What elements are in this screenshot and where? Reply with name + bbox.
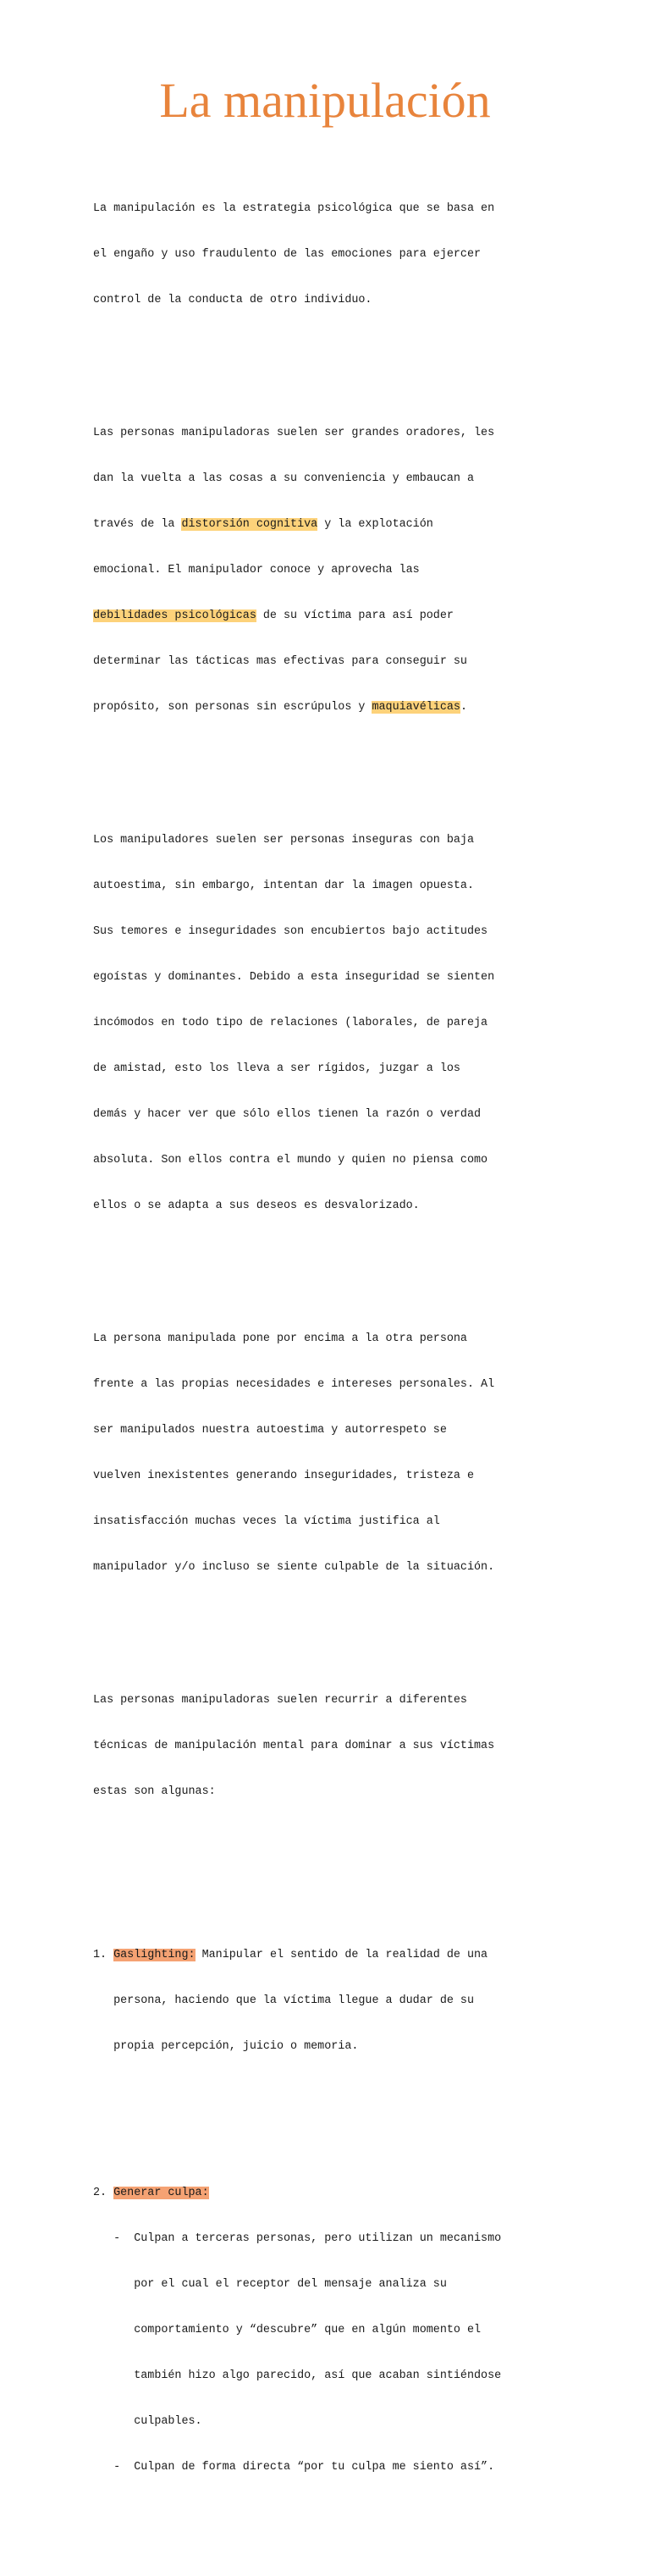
text-line: insatisfacción muchas veces la víctima justifica al (93, 1515, 440, 1528)
text-line (93, 517, 567, 532)
highlight-debilidades-psicologicas: debilidades psicológicas (93, 610, 256, 622)
text-line: vuelven inexistentes generando inseguridades, tristeza e (93, 1470, 474, 1482)
text-line: control de la conducta de otro individuo. (93, 294, 372, 306)
text-line: emocional. El manipulador conoce y aprovecha las (93, 564, 420, 576)
text-line: egoístas y dominantes. Debido a esta inseguridad se sienten (93, 971, 495, 984)
text-span: de su víctima para así poder (256, 610, 454, 622)
text-span: . (460, 701, 467, 714)
text-line: también hizo algo parecido, así que acaban sintiéndose (93, 2369, 502, 2382)
page-title: La manipulación (159, 73, 491, 128)
text-line: Sus temores e inseguridades son encubiertos bajo actitudes (93, 925, 488, 938)
text-line: - Culpan a terceras personas, pero utilizan un mecanismo (93, 2232, 502, 2245)
text-line: estas son algunas: (93, 1785, 216, 1798)
text-line: incómodos en todo tipo de relaciones (laborales, de pareja (93, 1017, 488, 1029)
text-line: Las personas manipuladoras suelen ser grandes oradores, les (93, 427, 495, 439)
document-body (93, 141, 567, 2576)
text-line: Las personas manipuladoras suelen recurrir a diferentes (93, 1694, 467, 1707)
text-line: ser manipulados nuestra autoestima y autorrespeto se (93, 1424, 447, 1437)
text-line: ellos o se adapta a sus deseos es desvalorizado. (93, 1200, 420, 1212)
paragraph-definition (93, 171, 567, 339)
highlight-distorsion-cognitiva: distorsión cognitiva (181, 518, 318, 531)
text-line: La manipulación es la estrategia psicológica que se basa en (93, 202, 495, 215)
list-item-gaslighting (93, 1917, 567, 2085)
list-number: 2. (93, 2187, 114, 2199)
text-span: y la explotación (317, 518, 433, 531)
techniques-list (93, 1887, 567, 2546)
paragraph-victim (93, 1301, 567, 1606)
text-line: dan la vuelta a las cosas a su conveniencia y embaucan a (93, 472, 474, 485)
text-line: comportamiento y “descubre” que en algún momento el (93, 2324, 482, 2336)
text-span: través de la (93, 518, 182, 531)
text-line: demás y hacer ver que sólo ellos tienen la razón o verdad (93, 1108, 482, 1121)
text-line: técnicas de manipulación mental para dominar a sus víctimas (93, 1740, 495, 1752)
text-line: manipulador y/o incluso se siente culpable de la situación. (93, 1561, 495, 1574)
highlight-gaslighting: Gaslighting: (113, 1949, 196, 1961)
text-line: propia percepción, juicio o memoria. (93, 2040, 359, 2053)
text-line: autoestima, sin embargo, intentan dar la imagen opuesta. (93, 880, 474, 892)
text-line (93, 1948, 567, 1963)
text-line: Los manipuladores suelen ser personas inseguras con baja (93, 834, 474, 847)
paragraph-manipulators (93, 395, 567, 746)
text-line: frente a las propias necesidades e intereses personales. Al (93, 1378, 495, 1391)
text-line: determinar las tácticas mas efectivas para conseguir su (93, 655, 467, 668)
paragraph-insecurity (93, 803, 567, 1244)
text-line (93, 609, 567, 624)
text-line: de amistad, esto los lleva a ser rígidos, juzgar a los (93, 1062, 460, 1075)
text-line: culpables. (93, 2415, 202, 2428)
text-line: el engaño y uso fraudulento de las emociones para ejercer (93, 248, 482, 261)
text-line: absoluta. Son ellos contra el mundo y quien no piensa como (93, 1154, 488, 1167)
list-number: 1. (93, 1949, 114, 1961)
text-span: Manipular el sentido de la realidad de una (195, 1949, 488, 1961)
text-line: por el cual el receptor del mensaje analiza su (93, 2278, 447, 2291)
highlight-maquiavelicas: maquiavélicas (372, 701, 460, 714)
text-line (93, 2186, 567, 2201)
text-line: - Culpan de forma directa “por tu culpa me siento así”. (93, 2461, 495, 2474)
text-line (93, 700, 567, 715)
list-item-generar-culpa (93, 2155, 567, 2506)
text-span: propósito, son personas sin escrúpulos y (93, 701, 372, 714)
text-line: persona, haciendo que la víctima llegue a dudar de su (93, 1994, 474, 2007)
paragraph-techniques-intro (93, 1663, 567, 1830)
text-line: La persona manipulada pone por encima a la otra persona (93, 1332, 467, 1345)
highlight-generar-culpa: Generar culpa: (113, 2187, 209, 2199)
